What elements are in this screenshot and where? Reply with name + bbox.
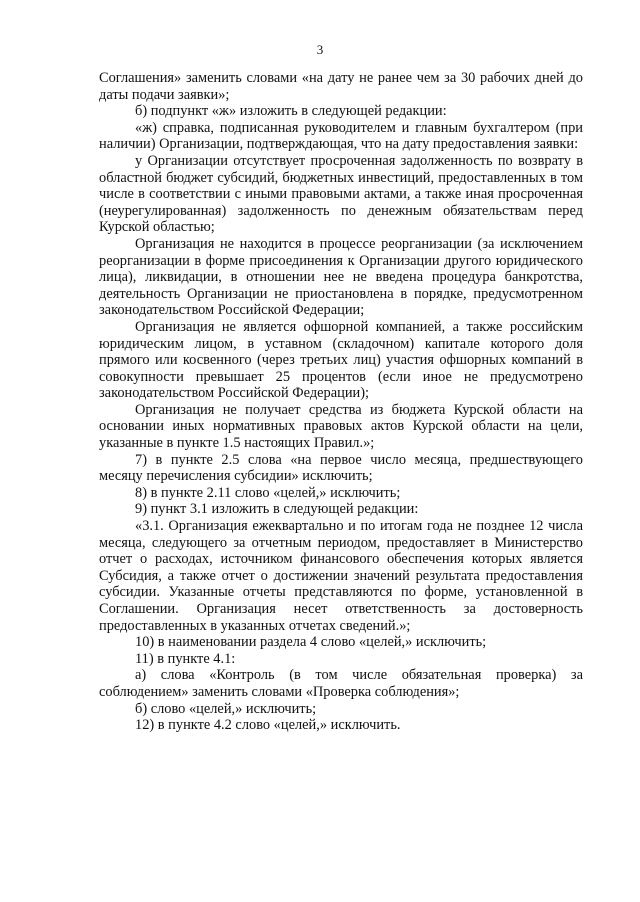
paragraph: 9) пункт 3.1 изложить в следующей редакции: xyxy=(135,501,419,518)
paragraph: 10) в наименовании раздела 4 слово «целей,» исключить; xyxy=(135,634,487,651)
paragraph: 8) в пункте 2.11 слово «целей,» исключить; xyxy=(135,484,401,501)
paragraph: Организация не является офшорной компанией, а также российским юридическим лицом, в уставном (складочном) капитале которого доля прямого или косвенного (через третьих лиц) участия офшорных компаний в совокупности превышает 25 процентов (если иное не предусмотрено законодательством Российской Федерации); xyxy=(99,318,583,402)
paragraph: «3.1. Организация ежеквартально и по итогам года не позднее 12 числа месяца, следующего за отчетным периодом, предоставляет в Министерство отчет о расходах, источником финансового обеспечения которых является Субсидия, а также отчет о достижении значений результата предоставления субсидии. Указанные отчеты представляются по форме, установленной в Соглашении. Организация несет ответственность за достоверность предоставленных в указанных отчетах сведений.»; xyxy=(99,518,583,634)
paragraph: б) слово «целей,» исключить; xyxy=(135,700,317,717)
paragraph: у Организации отсутствует просроченная задолженность по возврату в областной бюджет субсидий, бюджетных инвестиций, предоставленных в том числе в соответствии с иными правовыми актами, а также иная просроченная (неурегулированная) задолженность по денежным обязательствам перед Курской областью; xyxy=(99,152,583,236)
paragraph: 11) в пункте 4.1: xyxy=(135,650,236,667)
paragraph: Организация не получает средства из бюджета Курской области на основании иных нормативных правовых актов Курской области на цели, указанные в пункте 1.5 настоящих Правил.»; xyxy=(99,401,583,452)
page-number: 3 xyxy=(316,42,324,57)
paragraph: «ж) справка, подписанная руководителем и главным бухгалтером (при наличии) Организации, подтверждающая, что на дату предоставления заявки: xyxy=(99,119,583,153)
paragraph: а) слова «Контроль (в том числе обязательная проверка) за соблюдением» заменить словами «Проверка соблюдения»; xyxy=(99,667,583,700)
paragraph: 12) в пункте 4.2 слово «целей,» исключить. xyxy=(135,717,401,734)
paragraph: Организация не находится в процессе реорганизации (за исключением реорганизации в форме присоединения к Организации другого юридического лица), ликвидации, в отношении нее не введена процедура банкротства, деятельность Организации не приостановлена в порядке, предусмотренном законодательством Российской Федерации; xyxy=(99,235,583,319)
paragraph: Соглашения» заменить словами «на дату не ранее чем за 30 рабочих дней до даты подачи заявки»; xyxy=(99,70,583,103)
document-body xyxy=(99,70,583,734)
paragraph: 7) в пункте 2.5 слова «на первое число месяца, предшествующего месяцу перечисления субсидии» исключить; xyxy=(99,451,583,485)
paragraph: б) подпункт «ж» изложить в следующей редакции: xyxy=(135,103,447,120)
